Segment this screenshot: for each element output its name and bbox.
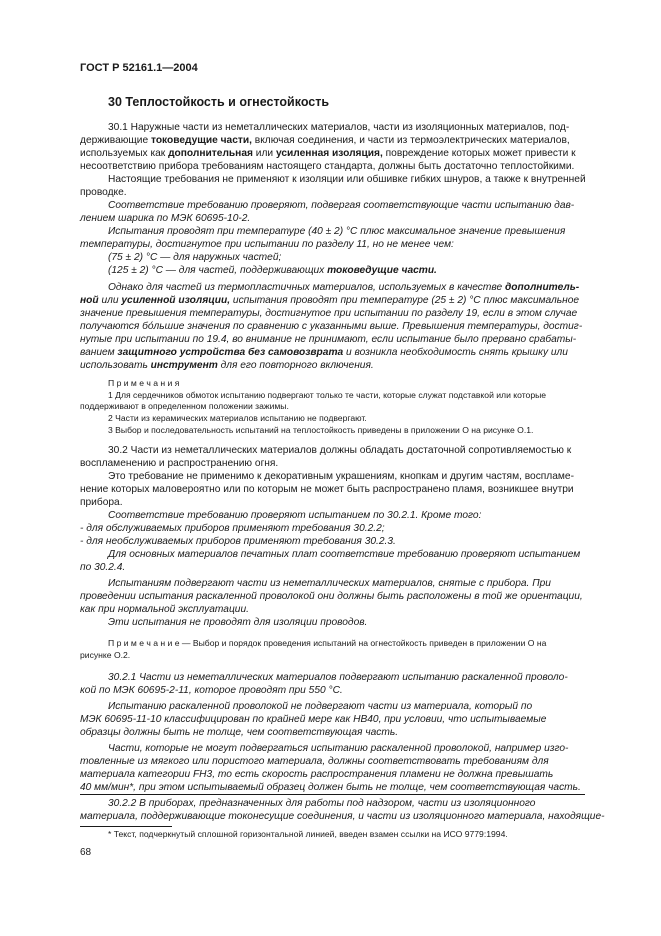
text-line: воспламенению и распространению огня.	[80, 458, 279, 469]
text-line: материала категории FH3, то есть скорость распространения пламени не должна превышать	[80, 769, 554, 780]
text-line: 40 мм/мин*, при этом испытываемый образец должен быть не толще, чем соответствующая часть.	[80, 782, 581, 793]
text-line: товленные из мягкого или пористого материала, должны соответствовать требованиям для	[80, 756, 549, 767]
text-line: Части, которые не могут подвергаться испытанию раскаленной проволокой, например изго-	[108, 743, 569, 754]
text-line: - для обслуживаемых приборов применяют требования 30.2.2;	[80, 523, 385, 534]
text-line: Соответствие требованию проверяют, подвергая соответствующие части испытанию дав-	[108, 200, 575, 211]
text-line: - для необслуживаемых приборов применяют требования 30.2.3.	[80, 536, 396, 547]
document-id: ГОСТ Р 52161.1—2004	[80, 62, 198, 74]
text-line: ной или усиленной изоляции, испытания проводят при температуре (25 ± 2) °С плюс максимальное	[80, 295, 580, 306]
text-line: 30.1 Наружные части из неметаллических материалов, части из изоляционных материалов, под-	[108, 122, 570, 133]
text-line: лением шарика по МЭК 60695-10-2.	[80, 213, 251, 224]
note-line: поддерживают в определенном положении зажимы.	[80, 401, 289, 411]
text-line: температуры, достигнутое при испытании по разделу 11, но не менее чем:	[80, 239, 454, 250]
text-line: образцы должны быть не толще, чем соответствующая часть.	[80, 727, 399, 738]
text-line: 30.2.2 В приборах, предназначенных для работы под надзором, части из изоляционного	[108, 798, 536, 809]
text-line: 30.2 Части из неметаллических материалов должны обладать достаточной сопротивляемостью к	[108, 445, 572, 456]
text-line: Соответствие требованию проверяют испытанием по 30.2.1. Кроме того:	[108, 510, 482, 521]
text-line: проведении испытания раскаленной проволокой они должны быть расположены в той же ориентации,	[80, 591, 583, 602]
note-line: 3 Выбор и последовательность испытаний на теплостойкость приведены в приложении О на рисунке О.1.	[108, 425, 534, 435]
text-line: несоответствию прибора требованиям настоящего стандарта, должны быть достаточно теплостойкими.	[80, 161, 575, 172]
text-line: Это требование не применимо к декоративным украшениям, кнопкам и другим частям, воспламе-	[108, 471, 574, 482]
notes-heading: П р и м е ч а н и я	[108, 378, 180, 388]
page-number: 68	[80, 847, 92, 858]
footnote: * Текст, подчеркнутый сплошной горизонтальной линией, введен взамен ссылки на ИСО 9779:1994.	[108, 829, 508, 839]
text-line: держивающие токоведущие части, включая соединения, и части из термоэлектрических материалов,	[80, 135, 570, 146]
text-line: используемых как дополнительная или усиленная изоляция, повреждение которых может привести к	[80, 148, 576, 159]
text-line: Испытанию раскаленной проволокой не подвергают части из материала, который по	[108, 701, 533, 712]
text-line: по 30.2.4.	[80, 562, 126, 573]
note-line: 2 Части из керамических материалов испытанию не подвергают.	[108, 413, 367, 423]
text-line: как при нормальной эксплуатации.	[80, 604, 249, 615]
text-line: материала, поддерживающие токонесущие соединения, и части из изоляционного материала, находящие-	[80, 811, 605, 822]
text-line: Испытания проводят при температуре (40 ± 2) °С плюс максимальное значение превышения	[108, 226, 566, 237]
text-line: Однако для частей из термопластичных материалов, используемых в качестве дополнитель-	[108, 282, 580, 293]
text-line: ванием защитного устройства без самовозврата и возникла необходимость снять крышку или	[80, 347, 568, 358]
text-line: Эти испытания не проводят для изоляции проводов.	[108, 617, 368, 628]
section-title: 30 Теплостойкость и огнестойкость	[108, 95, 330, 109]
text-line: Испытаниям подвергают части из неметаллических материалов, снятые с прибора. При	[108, 578, 551, 589]
note-line: П р и м е ч а н и е — Выбор и порядок проведения испытаний на огнестойкость приведен в приложении О на	[108, 638, 547, 648]
text-line: Для основных материалов печатных плат соответствие требованию проверяют испытанием	[108, 549, 581, 560]
footnote-separator	[80, 826, 172, 827]
note-line: 1 Для сердечников обмоток испытанию подвергают только те части, которые служат подставкой или которые	[108, 390, 547, 400]
text-line: значение превышения температуры, достигнутое при испытании по разделу 19, если в этом случае	[80, 308, 578, 319]
text-line: проводке.	[80, 187, 127, 198]
text-line: прибора.	[80, 497, 123, 508]
text-line: кой по МЭК 60695-2-11, которое проводят при 550 °С.	[80, 685, 343, 696]
note-line: рисунке О.2.	[80, 650, 131, 660]
underline-rule	[80, 794, 585, 795]
text-line: (75 ± 2) °С — для наружных частей;	[108, 252, 282, 263]
text-line: 30.2.1 Части из неметаллических материалов подвергают испытанию раскаленной проволо-	[108, 672, 568, 683]
text-line: МЭК 60695-11-10 классифицирован по крайней мере как HB40, при условии, что испытываемые	[80, 714, 547, 725]
text-line: (125 ± 2) °С — для частей, поддерживающих токоведущие части.	[108, 265, 437, 276]
text-line: получаются бо́льшие значения по сравнению с указанными выше. Превышения температуры, достиг-	[80, 321, 583, 332]
text-line: нение которых маловероятно или по которым не может быть распространено пламя, возникшее внутри	[80, 484, 574, 495]
text-line: использовать инструмент для его повторного включения.	[80, 360, 374, 371]
text-line: нутые при испытании по 19.4, во внимание не принимают, если испытание было прервано срабаты-	[80, 334, 577, 345]
text-line: Настоящие требования не применяют к изоляции или обшивке гибких шнуров, а также к внутренней	[108, 174, 586, 185]
